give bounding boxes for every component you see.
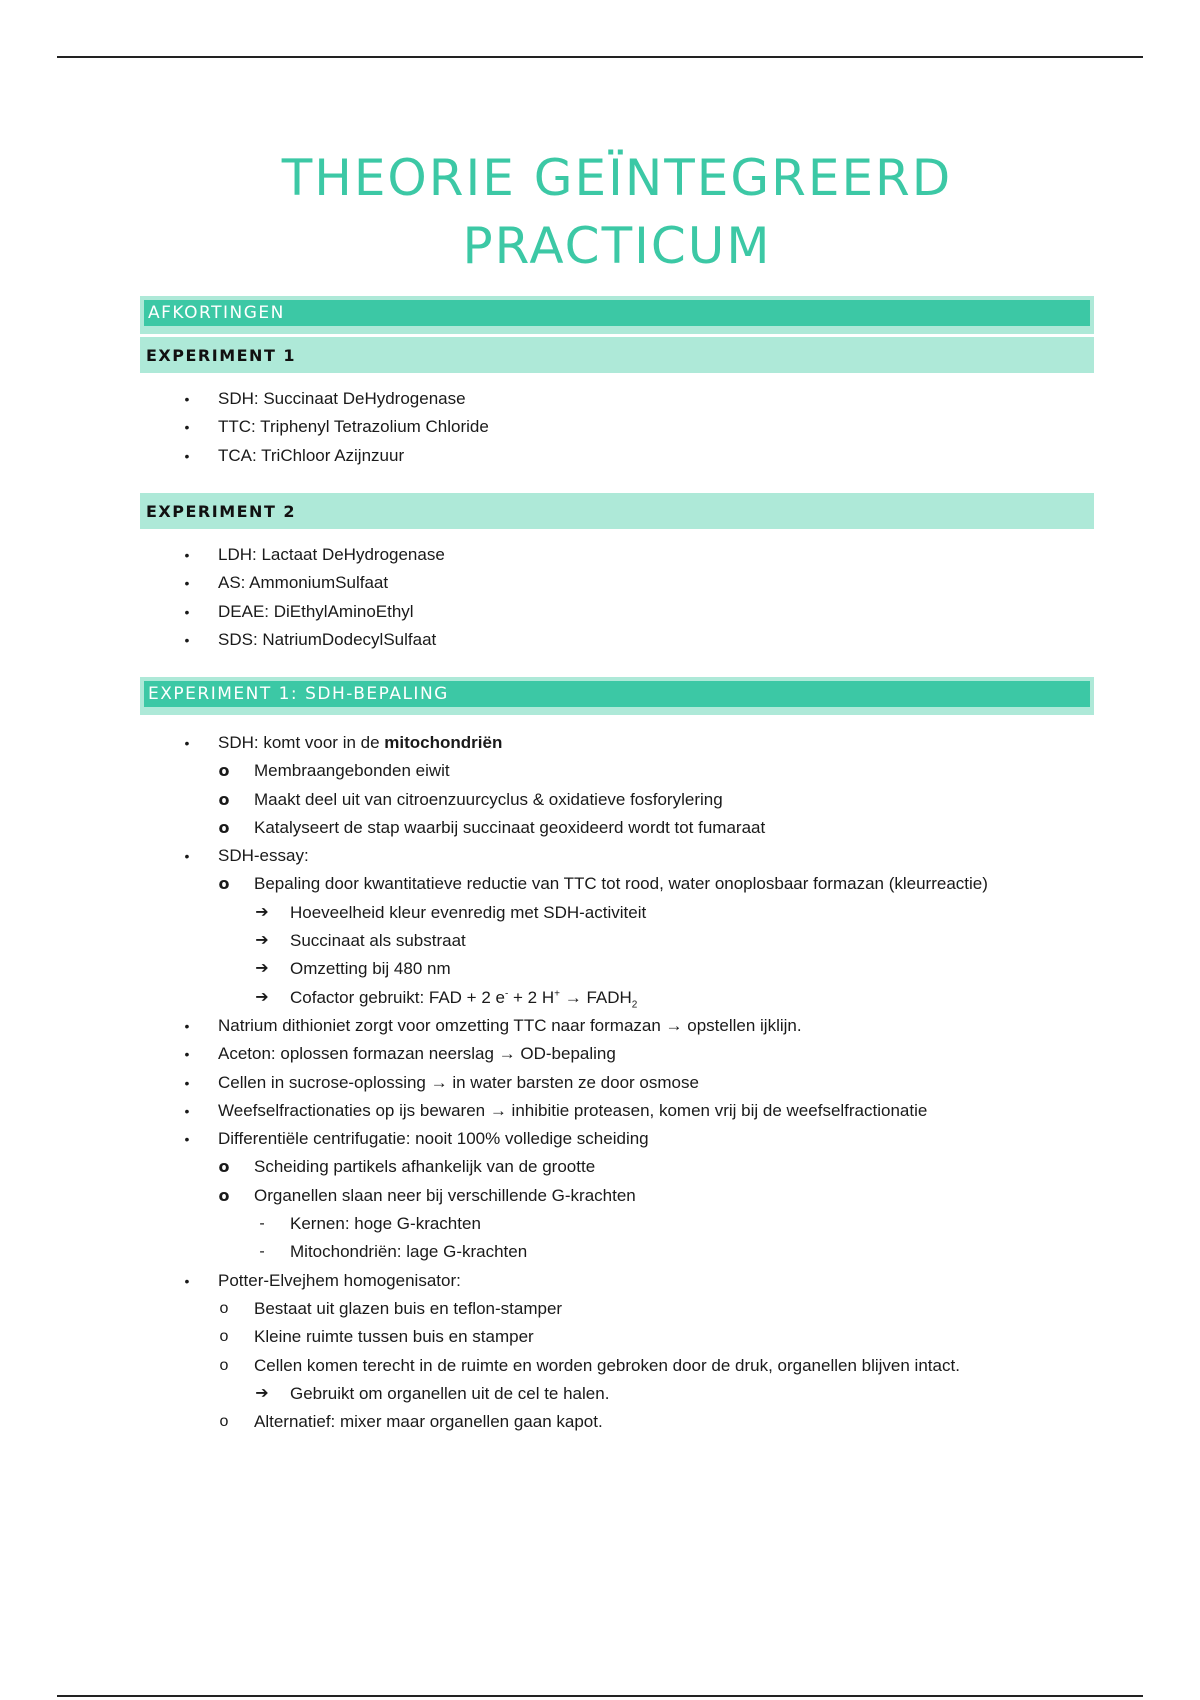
list-item: o Maakt deel uit van citroenzuurcyclus & oxidatieve fosforylering — [218, 789, 723, 809]
list-item: o Bepaling door kwantitatieve reductie van TTC tot rood, water onoplosbaar formazan (kleurreactie) — [218, 874, 988, 894]
list-item: • Aceton: oplossen formazan neerslag → OD-bepaling — [184, 1044, 616, 1064]
list-item: • Weefselfractionaties op ijs bewaren → inhibitie proteasen, komen vrij bij de weefselfractionatie — [184, 1100, 928, 1120]
heading-afkortingen — [140, 296, 1094, 334]
list-item: o Scheiding partikels afhankelijk van de grootte — [218, 1157, 596, 1177]
list-item: • DEAE: DiEthylAminoEthyl — [184, 601, 414, 621]
list-item: o Cellen komen terecht in de ruimte en worden gebroken door de druk, organellen blijven intact. — [219, 1355, 960, 1375]
heading-sdh-label: EXPERIMENT 1: SDH-BEPALING — [144, 681, 1090, 707]
list-item: • SDH-essay: — [184, 846, 309, 866]
title-line-1: THEORIE GEÏNTEGREERD — [281, 149, 953, 207]
heading-experiment-1: EXPERIMENT 1 — [140, 337, 1094, 373]
page-title — [140, 144, 1094, 280]
list-item: • AS: AmmoniumSulfaat — [184, 573, 389, 593]
heading-afkortingen-label: AFKORTINGEN — [144, 300, 1090, 326]
list-item: • TTC: Triphenyl Tetrazolium Chloride — [184, 417, 489, 437]
list-item: ➔ Succinaat als substraat — [255, 931, 466, 951]
header-rule — [57, 56, 1143, 58]
list-item: ➔ Omzetting bij 480 nm — [255, 959, 451, 979]
list-item: o Organellen slaan neer bij verschillende G-krachten — [218, 1185, 636, 1205]
abbrev-list-experiment-2 — [0, 541, 1200, 654]
list-item: • SDS: NatriumDodecylSulfaat — [184, 629, 437, 649]
list-item: ➔ Gebruikt om organellen uit de cel te halen. — [255, 1383, 610, 1403]
list-item: • SDH: komt voor in de mitochondriën — [184, 733, 503, 752]
abbrev-list-experiment-1 — [0, 385, 1200, 470]
list-item: • SDH: Succinaat DeHydrogenase — [184, 389, 466, 408]
list-item: o Bestaat uit glazen buis en teflon-stamper — [219, 1298, 563, 1318]
footer-rule — [57, 1695, 1143, 1697]
list-item: • LDH: Lactaat DeHydrogenase — [184, 545, 445, 564]
list-item: • Potter-Elvejhem homogenisator: — [184, 1270, 461, 1290]
title-line-2: PRACTICUM — [462, 217, 772, 275]
list-item: • TCA: TriChloor Azijnzuur — [184, 445, 405, 465]
list-item: o Membraangebonden eiwit — [218, 761, 450, 781]
list-item: - Kernen: hoge G-krachten — [259, 1214, 481, 1234]
list-item: • Natrium dithioniet zorgt voor omzetting TTC naar formazan → opstellen ijklijn. — [184, 1015, 802, 1035]
list-item: - Mitochondriën: lage G-krachten — [259, 1242, 528, 1262]
list-item: • Cellen in sucrose-oplossing → in water barsten ze door osmose — [184, 1072, 699, 1092]
list-item: ➔ Cofactor gebruikt: FAD + 2 e- + 2 $H^+ \to FADH_2$ — [255, 987, 638, 1011]
list-item: o Alternatief: mixer maar organellen gaan kapot. — [219, 1412, 603, 1432]
heading-experiment-1-sdh — [140, 677, 1094, 715]
list-item: o Kleine ruimte tussen buis en stamper — [219, 1327, 534, 1347]
list-item: o Katalyseert de stap waarbij succinaat geoxideerd wordt tot fumaraat — [218, 817, 766, 837]
list-item: ➔ Hoeveelheid kleur evenredig met SDH-activiteit — [255, 902, 647, 922]
list-item: • Differentiële centrifugatie: nooit 100% volledige scheiding — [184, 1129, 649, 1149]
sdh-notes-list — [0, 729, 1200, 1436]
heading-experiment-2: EXPERIMENT 2 — [140, 493, 1094, 529]
